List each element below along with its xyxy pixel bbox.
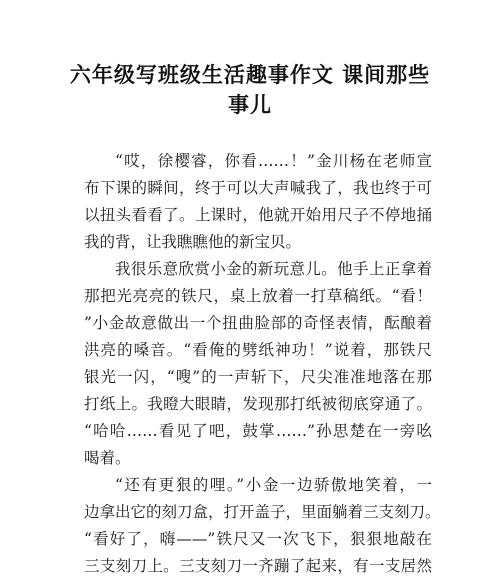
paragraph-2-line-2: 那把光亮亮的铁尺，桌上放着一打草稿纸。“看！ xyxy=(84,287,432,305)
paragraph-1-line-2: 布下课的瞬间，终于可以大声喊我了，我也终于可 xyxy=(84,179,432,197)
article-title-line-1: 六年级写班级生活趣事作文 课间那些 xyxy=(69,63,431,87)
paragraph-1-line-4: 我的背，让我瞧瞧他的新宝贝。 xyxy=(84,233,302,251)
paragraph-3-line-3: “看好了，嗨——”铁尺又一次飞下，狠狠地敲在 xyxy=(84,530,432,548)
paragraph-3-line-2: 边拿出它的刻刀盒，打开盖子，里面躺着三支刻刀。 xyxy=(84,503,441,521)
paragraph-2-line-7: “哈哈……看见了吧，鼓掌……”孙思楚在一旁吆 xyxy=(84,422,432,440)
article-title-line-2: 事儿 xyxy=(228,93,272,117)
paragraph-1-line-1: “哎，徐樱睿，你看……！”金川杨在老师宣 xyxy=(115,152,432,170)
paragraph-2-line-1: 我很乐意欣赏小金的新玩意儿。他手上正拿着 xyxy=(115,260,432,278)
paragraph-1-line-3: 以扭头看看了。上课时，他就开始用尺子不停地捅 xyxy=(84,206,432,224)
paragraph-2-line-5: 银光一闪，“嗖”的一声斩下，尺尖准准地落在那 xyxy=(84,368,432,386)
paragraph-3-line-4: 三支刻刀上。三支刻刀一齐蹦了起来，有一支居然 xyxy=(84,557,432,575)
paragraph-3-line-1: “还有更狠的哩。”小金一边骄傲地笑着，一 xyxy=(115,476,432,494)
paragraph-2-line-6: 打纸上。我瞪大眼睛，发现那打纸被彻底穿通了。 xyxy=(84,395,432,413)
paragraph-2-line-8: 喝着。 xyxy=(84,449,131,467)
paragraph-2-line-4: 洪亮的嗓音。“看俺的劈纸神功！”说着，那铁尺 xyxy=(84,341,432,359)
paragraph-2-line-3: ”小金故意做出一个扭曲脸部的奇怪表情，酝酿着 xyxy=(84,314,432,332)
